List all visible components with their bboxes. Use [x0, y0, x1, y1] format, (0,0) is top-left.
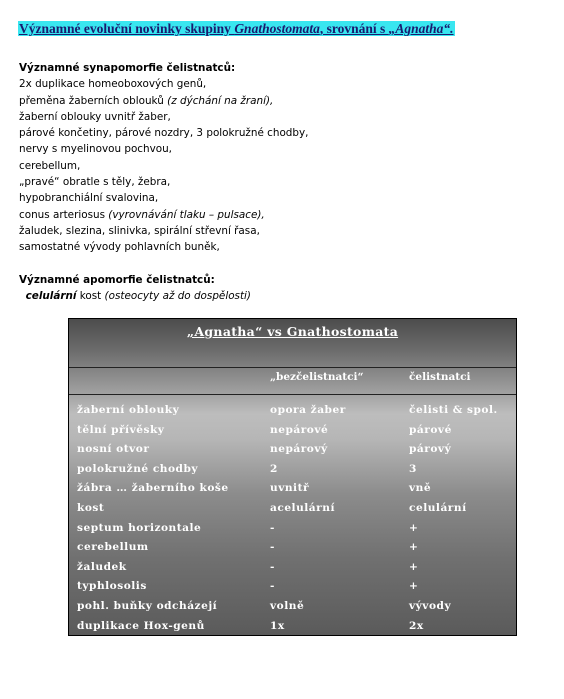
title-part-3: , srovnání s	[319, 21, 389, 36]
title-part-2: Gnathostomata	[234, 21, 320, 36]
table-header-bottom-rule	[69, 394, 516, 395]
apomorphy-term: celulární	[25, 289, 77, 302]
table-cell-gnathostomata: 2x	[409, 619, 424, 632]
table-row	[69, 460, 516, 480]
table-cell-agnatha: volně	[270, 600, 305, 612]
synapomorphy-line: nervy s myelinovou pochvou,	[19, 143, 172, 156]
table-cell-agnatha: 1x	[270, 619, 285, 632]
table-cell-gnathostomata: vně	[409, 482, 432, 495]
synapomorphy-line: 2x duplikace homeoboxových genů,	[19, 78, 207, 91]
table-cell-feature: pohl. buňky odcházejí	[77, 600, 218, 612]
table-cell-gnathostomata: čelisti & spol.	[409, 404, 498, 416]
synapomorphy-line	[19, 93, 539, 109]
synapomorphy-line: cerebellum,	[19, 159, 81, 172]
apomorphy-text: kost	[76, 289, 105, 302]
table-cell-feature: polokružné chodby	[77, 462, 199, 475]
table-cell-agnatha: -	[270, 560, 275, 573]
table-cell-agnatha: -	[270, 521, 275, 534]
table-cell-feature: duplikace Hox-genů	[77, 619, 205, 632]
table-header-top-rule	[69, 367, 516, 368]
synapomorphy-line: hypobranchiální svalovina,	[19, 192, 159, 205]
table-cell-feature: žaludek	[77, 560, 127, 573]
table-cell-agnatha: nepárové	[270, 423, 329, 436]
table-cell-feature: žábra … žaberního koše	[77, 482, 229, 495]
title-part-4: „Agnatha“.	[388, 21, 454, 36]
document-body	[19, 60, 539, 304]
apomorphies-heading: Významné apomorfie čelistnatců:	[19, 273, 215, 286]
table-row	[69, 577, 516, 597]
table-cell-gnathostomata: +	[409, 580, 419, 593]
table-cell-agnatha: opora žaber	[270, 404, 346, 416]
table-row	[69, 538, 516, 558]
synapomorphies-heading: Významné synapomorfie čelistnatců:	[19, 62, 236, 74]
table-row	[69, 617, 516, 636]
table-cell-agnatha: -	[270, 541, 275, 554]
synapomorphy-line	[19, 207, 539, 223]
table-cell-feature: tělní přívěsky	[77, 423, 165, 436]
apomorphy-note: (osteocyty až do dospělosti)	[104, 289, 251, 302]
table-cell-gnathostomata: +	[409, 560, 419, 573]
synapomorphy-text: conus arteriosus	[19, 208, 109, 221]
synapomorphy-note: (vyrovnávání tlaku – pulsace),	[108, 208, 265, 221]
synapomorphy-line: párové končetiny, párové nozdry, 3 polokružné chodby,	[19, 127, 309, 140]
synapomorphy-line: samostatné vývody pohlavních buněk,	[19, 241, 220, 254]
table-cell-agnatha: nepárový	[270, 443, 328, 456]
title-highlight	[18, 21, 455, 36]
table-row	[69, 499, 516, 519]
table-cell-feature: žaberní oblouky	[77, 404, 180, 416]
table-cell-gnathostomata: 3	[409, 462, 417, 475]
table-header-gnathostomata: čelistnatci	[409, 371, 471, 383]
synapomorphy-line: „pravé“ obratle s těly, žebra,	[19, 176, 171, 189]
table-row	[69, 421, 516, 441]
table-row	[69, 519, 516, 539]
table-cell-feature: septum horizontale	[77, 521, 202, 534]
comparison-table	[68, 318, 517, 636]
table-cell-gnathostomata: vývody	[409, 600, 452, 612]
document-title	[18, 21, 455, 37]
table-cell-agnatha: -	[270, 580, 275, 593]
title-part-1: Významné evoluční novinky skupiny	[19, 21, 235, 36]
table-cell-gnathostomata: +	[409, 541, 419, 554]
table-cell-feature: cerebellum	[77, 541, 149, 554]
table-row	[69, 558, 516, 578]
table-header-agnatha: „bezčelistnatci“	[270, 371, 364, 383]
table-row	[69, 597, 516, 617]
table-cell-gnathostomata: párové	[409, 423, 452, 436]
apomorphy-line	[19, 288, 539, 304]
synapomorphy-line: žaludek, slezina, slinivka, spirální střevní řasa,	[19, 224, 260, 237]
spacer	[19, 256, 539, 272]
table-cell-gnathostomata: +	[409, 521, 419, 534]
table-title: „Agnatha“ vs Gnathostomata	[186, 324, 399, 339]
table-cell-agnatha: acelulární	[270, 502, 335, 514]
table-cell-agnatha: uvnitř	[270, 482, 310, 495]
table-row	[69, 401, 516, 421]
table-cell-feature: nosní otvor	[77, 443, 150, 456]
table-cell-feature: typhlosolis	[77, 580, 147, 593]
table-cell-gnathostomata: celulární	[409, 502, 467, 514]
table-cell-feature: kost	[77, 502, 105, 514]
synapomorphy-line: žaberní oblouky uvnitř žaber,	[19, 110, 171, 123]
table-row	[69, 440, 516, 460]
table-cell-agnatha: 2	[270, 462, 278, 475]
synapomorphy-text: přeměna žaberních oblouků	[19, 94, 168, 107]
table-row	[69, 479, 516, 499]
synapomorphy-note: (z dýchání na žraní),	[167, 94, 274, 107]
table-cell-gnathostomata: párový	[409, 443, 452, 456]
